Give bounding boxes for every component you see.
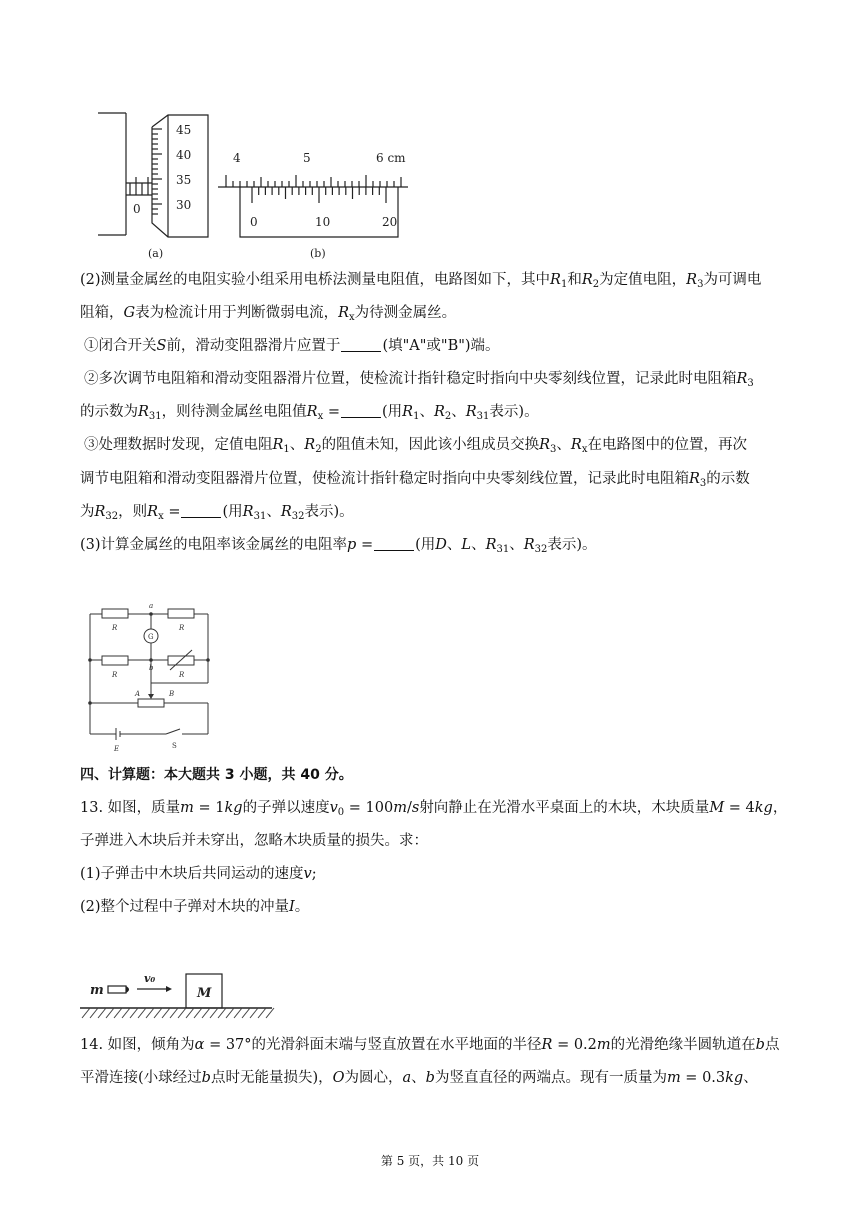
q2-step2-line1: ②多次调节电阻箱和滑动变阻器滑片位置，使检流计指针稳定时指向中央零刻线位置，记录此时电阻箱$R_3$ xyxy=(84,371,754,389)
node-a-label: a xyxy=(149,602,154,610)
micrometer-label-45: 45 xyxy=(176,123,192,137)
q2-step1: ①闭合开关S前，滑动变阻器滑片应置于 (填"A"或"B")端。 xyxy=(84,338,500,354)
vernier-label-10: 10 xyxy=(315,215,331,229)
answer-blank xyxy=(341,403,381,418)
vernier-label-0: 0 xyxy=(250,215,258,229)
block-mass-label: M xyxy=(197,986,212,1001)
q13-part2: (2)整个过程中子弹对木块的冲量I。 xyxy=(80,899,310,915)
bullet-block-figure xyxy=(80,962,280,1022)
q3-line: (3)计算金属丝的电阻率该金属丝的电阻率p = (用D、L、$R_{31}$、$R_{32}$表示)。 xyxy=(80,537,597,555)
micrometer-zero-label: 0 xyxy=(133,202,141,216)
q2-step3-line2: 调节电阻箱和滑动变阻器滑片位置，使检流计指针稳定时指向中央零刻线位置，记录此时电阻箱$R_3$的示数 xyxy=(80,471,750,489)
galvanometer-label: G xyxy=(148,633,154,641)
q14-line2: 平滑连接(小球经过b点时无能量损失)，O为圆心，a、b为竖直直径的两端点。现有一质量为m = 0.3kg、 xyxy=(80,1070,758,1086)
q14-line1: 14. 如图，倾角为α = 37°的光滑斜面末端与竖直放置在水平地面的半径R = 0.2m的光滑绝缘半圆轨道在b点 xyxy=(80,1037,780,1053)
bullet-mass-label: m xyxy=(90,983,104,998)
caption-b: (b) xyxy=(310,247,326,260)
answer-blank xyxy=(341,337,381,352)
bridge-circuit-diagram xyxy=(80,598,220,756)
q2-step2-line2: 的示数为$R_{31}$，则待测金属丝电阻值$R_x$ = (用$R_1$、$R_2$、$R_{31}$表示)。 xyxy=(80,404,539,422)
caliper-main-label-6cm: 6 cm xyxy=(376,151,406,165)
page-footer: 第 5 页，共 10 页 xyxy=(380,1154,480,1168)
vernier-label-20: 20 xyxy=(382,215,398,229)
slider-b-label: B xyxy=(169,690,175,698)
section-heading: 四、计算题：本大题共 3 小题，共 40 分。 xyxy=(80,767,353,783)
q13-part1: (1)子弹击中木块后共同运动的速度v; xyxy=(80,866,317,882)
caliper-main-label-5: 5 xyxy=(303,151,311,165)
caliper-main-label-4: 4 xyxy=(233,151,241,165)
rx-label: R xyxy=(112,671,118,679)
caption-a: (a) xyxy=(148,247,164,260)
answer-blank xyxy=(374,536,414,551)
vernier-micrometer-figure xyxy=(90,105,420,265)
r2-label: R xyxy=(179,624,185,632)
q13-line2: 子弹进入木块后并未穿出，忽略木块质量的损失。求： xyxy=(80,833,428,849)
node-b-label: b xyxy=(149,664,154,672)
r1-label: R xyxy=(112,624,118,632)
q2-step3-line1: ③处理数据时发现，定值电阻$R_1$、$R_2$的阻值未知，因此该小组成员交换$R_3$、$R_x$在电路图中的位置，再次 xyxy=(84,437,747,455)
micrometer-label-30: 30 xyxy=(176,198,192,212)
micrometer-label-35: 35 xyxy=(176,173,192,187)
answer-blank xyxy=(181,503,221,518)
switch-label: S xyxy=(172,742,177,750)
q2-intro-line2: 阻箱，G表为检流计用于判断微弱电流，$R_x$为待测金属丝。 xyxy=(80,305,457,323)
q13-line1: 13. 如图，质量m = 1kg的子弹以速度$v_0 = 100m/s$射向静止在光滑水平桌面上的木块，木块质量M = 4kg， xyxy=(80,800,788,818)
velocity-label: v₀ xyxy=(144,972,156,985)
q2-step3-line3: 为$R_{32}$，则$R_x$ = (用$R_{31}$、$R_{32}$表示)。 xyxy=(80,504,354,522)
q2-intro-line1: (2)测量金属丝的电阻实验小组采用电桥法测量电阻值，电路图如下，其中$R_1$和$R_2$为定值电阻，$R_3$为可调电 xyxy=(80,272,762,290)
slider-a-label: A xyxy=(135,690,141,698)
r3-label: R xyxy=(179,671,185,679)
battery-label: E xyxy=(114,745,120,753)
micrometer-label-40: 40 xyxy=(176,148,192,162)
